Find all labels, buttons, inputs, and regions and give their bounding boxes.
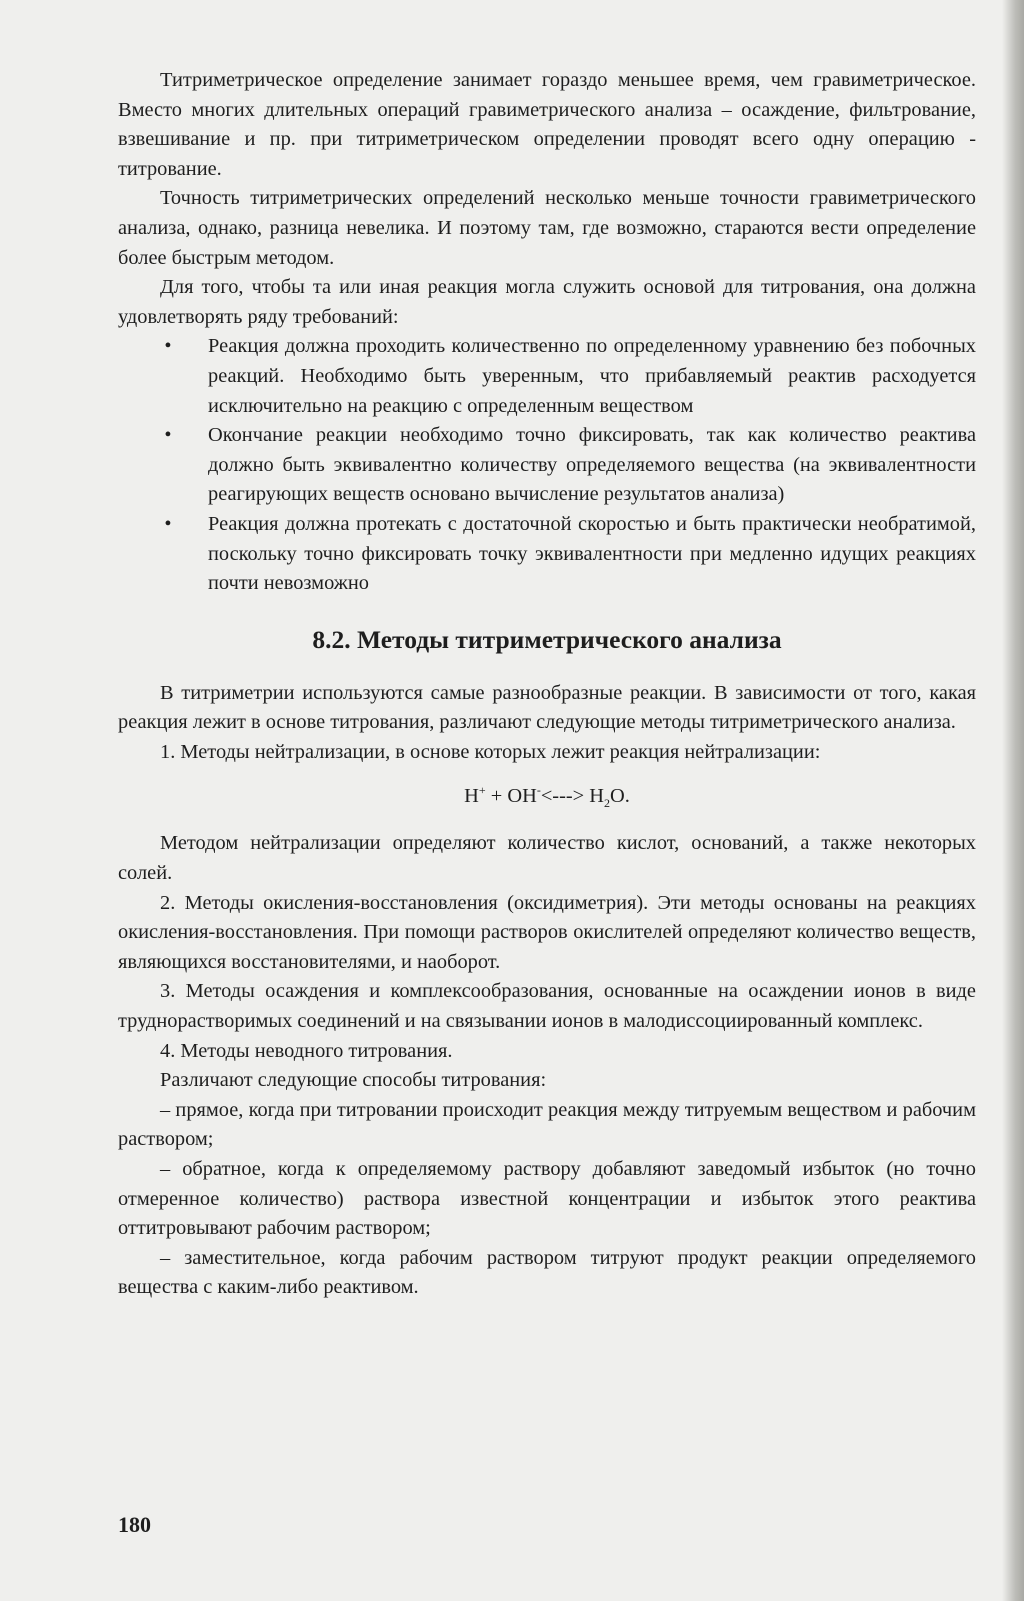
paragraph-back-titration: – обратное, когда к определяемому раствору добавляют заведомый избыток (но точно отмеренное количество) раствора известной концентрации и избыток этого реактива оттитровывают рабочим раствором; xyxy=(118,1158,976,1240)
list-item xyxy=(118,510,976,599)
requirements-list xyxy=(118,332,976,598)
paragraph-direct-titration: – прямое, когда при титровании происходит реакция между титруемым веществом и рабочим раствором; xyxy=(118,1098,976,1151)
neutralization-formula: $H^+ + OH^-<---> H_2O$. xyxy=(464,783,630,811)
paragraph-substitution-titration: – заместительное, когда рабочим раствором титруют продукт реакции определяемого вещества с каким-либо реактивом. xyxy=(118,1246,976,1299)
paragraph-precipitation-methods: 3. Методы осаждения и комплексообразования, основанные на осаждении ионов в виде труднорастворимых соединений и на связывании ионов в малодиссоциированный комплекс. xyxy=(118,980,976,1033)
paragraph-neutralization-scope: Методом нейтрализации определяют количество кислот, оснований, а также некоторых солей. xyxy=(118,832,976,885)
paragraph-oxidimetry: 2. Методы окисления-восстановления (оксидиметрия). Эти методы основаны на реакциях окисления-восстановления. При помощи растворов окислителей определяют количество веществ, являющихся восстановителями, и наоборот. xyxy=(118,891,976,973)
paragraph-titration-modes-intro: Различают следующие способы титрования: xyxy=(160,1069,547,1092)
bullet-icon: • xyxy=(164,335,172,358)
list-item-text: Окончание реакции необходимо точно фиксировать, так как количество реактива должно быть эквивалентно количеству определяемого вещества (на эквивалентности реагирующих веществ основано вычисление результатов анализа) xyxy=(208,424,976,506)
list-item-text: Реакция должна проходить количественно по определенному уравнению без побочных реакций. Необходимо быть уверенным, что прибавляемый реактив расходуется исключительно на реакцию с определенным веществом xyxy=(208,335,976,417)
list-item xyxy=(118,421,976,510)
paragraph-neutralization-methods: 1. Методы нейтрализации, в основе которых лежит реакция нейтрализации: xyxy=(160,740,821,763)
page-body xyxy=(118,66,976,1303)
section-heading: 8.2. Методы титриметрического анализа xyxy=(312,624,782,654)
paragraph-methods-intro: В титриметрии используются самые разнообразные реакции. В зависимости от того, какая реакция лежит в основе титрования, различают следующие методы титриметрического анализа. xyxy=(118,681,976,734)
paragraph-nonaqueous-titration: 4. Методы неводного титрования. xyxy=(160,1039,453,1062)
paragraph-titrimetry-accuracy: Точность титриметрических определений несколько меньше точности гравиметрического анализа, однако, разница невелика. И поэтому там, где возможно, стараются вести определение более быстрым методом. xyxy=(118,187,976,269)
paragraph-titrimetry-speed: Титриметрическое определение занимает гораздо меньшее время, чем гравиметрическое. Вместо многих длительных операций гравиметрического анализа – осаждение, фильтрование, взвешивание и пр. при титриметрическом определении проводят всего одну операцию - титрование. xyxy=(118,69,976,180)
page-number: 180 xyxy=(118,1512,151,1537)
paragraph-reaction-requirements-intro: Для того, чтобы та или иная реакция могла служить основой для титрования, она должна удовлетворять ряду требований: xyxy=(118,276,976,328)
page-edge-shadow xyxy=(1002,0,1024,1601)
bullet-icon: • xyxy=(164,512,172,535)
list-item-text: Реакция должна протекать с достаточной скоростью и быть практически необратимой, поскольку точно фиксировать точку эквивалентности при медленно идущих реакциях почти невозможно xyxy=(208,512,976,595)
list-item xyxy=(118,332,976,421)
bullet-icon: • xyxy=(164,424,172,447)
